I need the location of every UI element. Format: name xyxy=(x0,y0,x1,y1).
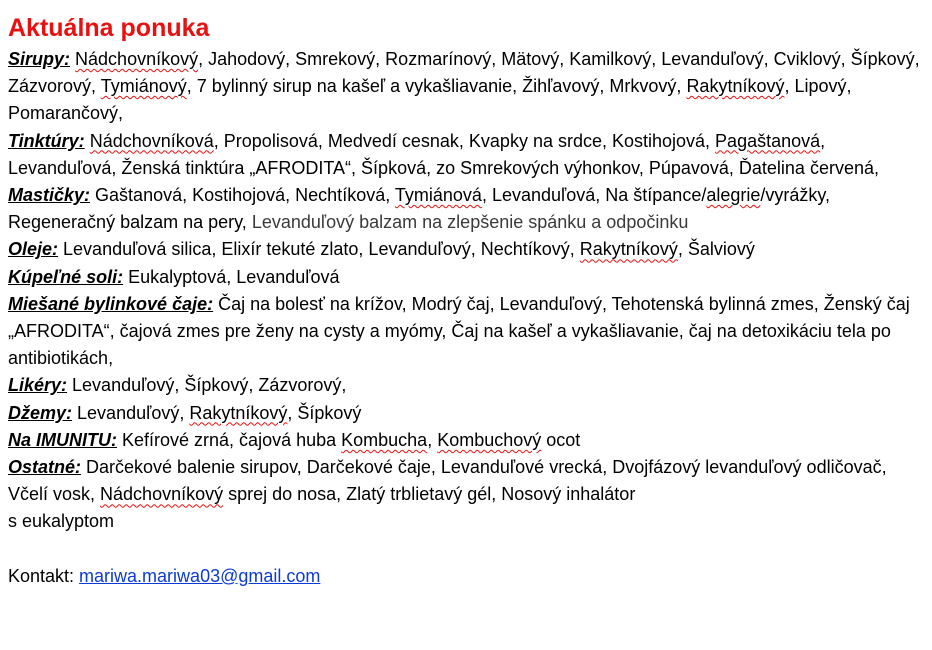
section-text: Eukalyptová, Levanduľová xyxy=(123,266,340,287)
misspelled-word[interactable]: Pagaštanová xyxy=(715,130,821,151)
misspelled-word[interactable]: Nádchovníková xyxy=(89,130,214,151)
category-label-caje: Miešané bylinkové čaje: xyxy=(8,293,214,314)
section-likery xyxy=(8,372,924,399)
category-label-sirupy: Sirupy: xyxy=(8,49,71,69)
section-dzemy xyxy=(8,400,924,427)
section-text: , Šalviový xyxy=(677,239,755,260)
contact-line xyxy=(8,563,924,590)
category-label-ostatne: Ostatné: xyxy=(8,457,82,478)
section-text: , Levanduľová, Ženská tinktúra „AFRODITA“, Šípková, zo Smrekových výhonkov, Púpavová, Ďatelina červená, xyxy=(8,130,879,178)
category-label-imunita: Na IMUNITU: xyxy=(8,429,117,450)
section-text: /vyrážky, Regeneračný balzam na pery, xyxy=(8,185,831,233)
section-caje xyxy=(8,291,924,373)
contact-label: Kontakt: xyxy=(8,565,80,586)
category-label-dzemy: Džemy: xyxy=(8,402,73,423)
section-ostatne xyxy=(8,454,924,536)
misspelled-word[interactable]: alegrie xyxy=(706,185,761,206)
section-oleje xyxy=(8,236,924,263)
category-label-kupelne-soli: Kúpeľné soli: xyxy=(8,266,124,287)
section-text: Levanduľová silica, Elixír tekuté zlato, Levanduľový, Nechtíkový, xyxy=(58,239,580,260)
misspelled-word[interactable]: Rakytníkový xyxy=(579,239,678,260)
section-text: , 7 bylinný sirup na kašeľ a vykašliavanie, Žihľavový, Mrkvový, xyxy=(186,76,687,97)
misspelled-word[interactable]: Kombuchový xyxy=(437,429,542,450)
section-text-gray: Levanduľový balzam na zlepšenie spánku a odpočinku xyxy=(251,212,689,233)
section-text: ocot xyxy=(541,429,581,450)
section-text: , Lipový, Pomarančový, xyxy=(8,76,852,124)
category-label-tinktury: Tinktúry: xyxy=(8,130,85,151)
category-label-masticky: Mastičky: xyxy=(8,185,91,206)
misspelled-word[interactable]: Tymiánová xyxy=(394,185,482,206)
section-text: Levanduľový, Šípkový, Zázvorový, xyxy=(67,375,347,396)
section-text: , Propolisová, Medvedí cesnak, Kvapky na srdce, Kostihojová, xyxy=(213,130,716,151)
section-kupelne-soli xyxy=(8,264,924,291)
misspelled-word[interactable]: Rakytníkový xyxy=(189,402,288,423)
section-text: Kefírové zrná, čajová huba xyxy=(117,429,342,450)
section-text: s eukalyptom xyxy=(8,511,115,532)
section-text: Gaštanová, Kostihojová, Nechtíková, xyxy=(90,185,395,206)
section-text: , Levanduľová, Na štípance/ xyxy=(481,185,707,206)
section-text: Levanduľový, xyxy=(72,402,190,423)
section-text: Darčekové balenie sirupov, Darčekové čaje, Levanduľové vrecká, Dvojfázový levanduľový odličovač, Včelí vosk, xyxy=(8,457,887,505)
misspelled-word[interactable]: Kombucha xyxy=(341,429,428,450)
section-text: , Jahodový, Smrekový, Rozmarínový, Mätový, Kamilkový, Levanduľový, Cviklový, Šípkový, Zázvorový, xyxy=(8,49,920,97)
misspelled-word[interactable]: Nádchovníkový xyxy=(75,49,199,69)
section-text: Čaj na bolesť na krížov, Modrý čaj, Levanduľový, Tehotenská bylinná zmes, Ženský čaj „AFRODITA“, čajová zmes pre ženy na cysty a myómy, Čaj na kašeľ a vykašliavanie, čaj na detoxikáciu tela po antibiotikách, xyxy=(8,293,910,369)
misspelled-word[interactable]: Rakytníkový xyxy=(686,76,785,97)
misspelled-word[interactable]: Tymiánový xyxy=(100,76,187,97)
section-text: , xyxy=(427,429,438,450)
category-label-oleje: Oleje: xyxy=(8,239,59,260)
section-tinktury xyxy=(8,128,924,182)
section-text: sprej do nosa, Zlatý trblietavý gél, Nosový inhalátor xyxy=(223,484,636,505)
misspelled-word[interactable]: Nádchovníkový xyxy=(100,484,224,505)
section-imunita xyxy=(8,427,924,454)
section-sirupy xyxy=(8,46,924,128)
category-label-likery: Likéry: xyxy=(8,375,68,396)
page-title: Aktuálna ponuka xyxy=(8,14,210,42)
empty-line xyxy=(8,536,924,563)
section-masticky xyxy=(8,182,924,236)
contact-email-link[interactable]: mariwa.mariwa03@gmail.com xyxy=(79,565,321,586)
section-text: , Šípkový xyxy=(287,402,362,423)
